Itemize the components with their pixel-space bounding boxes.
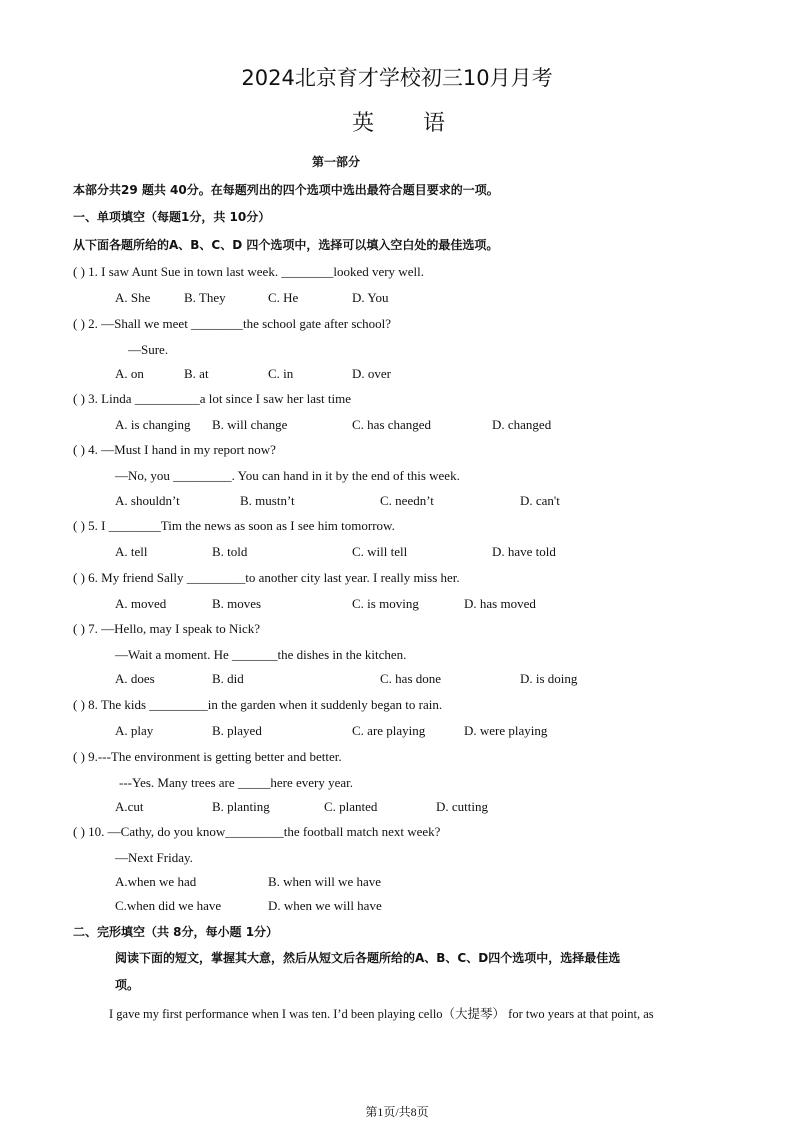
question-8: ( ) 8. The kids _________in the garden when it suddenly began to rain. (73, 697, 443, 712)
q10-option-a: A.when we had (115, 874, 197, 889)
question-9-reply: ---Yes. Many trees are _____here every year. (119, 775, 354, 790)
question-4-reply: —No, you _________. You can hand in it by the end of this week. (115, 468, 460, 483)
question-10-reply: —Next Friday. (115, 850, 193, 865)
q5-option-b: B. told (212, 544, 248, 559)
q7-option-b: B. did (212, 671, 244, 686)
section2-instruction-line1: 阅读下面的短文，掌握其大意，然后从短文后各题所给的A、B、C、D四个选项中，选择最佳选 (115, 951, 621, 965)
q3-option-d: D. changed (492, 417, 552, 432)
section1-heading: 一、单项填空（每题1分，共 10分） (73, 210, 271, 224)
q3-option-a: A. is changing (115, 417, 191, 432)
question-2-reply: —Sure. (128, 342, 169, 357)
section2-instruction-line2: 项。 (115, 978, 140, 992)
part-label: 第一部分 (312, 155, 361, 169)
q4-option-d: D. can't (520, 493, 560, 508)
passage-line-1: I gave my first performance when I was ten. I’d been playing cello（大提琴） for two years at that point, as (109, 1007, 654, 1021)
q4-option-b: B. mustn’t (240, 493, 295, 508)
q1-option-a: A. She (115, 290, 151, 305)
q8-option-d: D. were playing (464, 723, 548, 738)
page-number: 第1页/共8页 (365, 1105, 429, 1119)
q6-option-d: D. has moved (464, 596, 536, 611)
q1-option-d: D. You (352, 290, 389, 305)
q3-option-b: B. will change (212, 417, 288, 432)
section2-heading: 二、完形填空（共 8分，每小题 1分） (73, 925, 279, 939)
q8-option-c: C. are playing (352, 723, 426, 738)
question-2: ( ) 2. —Shall we meet ________the school gate after school? (73, 316, 392, 331)
question-10: ( ) 10. —Cathy, do you know_________the football match next week? (73, 824, 441, 839)
question-9: ( ) 9.---The environment is getting better and better. (73, 749, 342, 764)
q2-option-b: B. at (184, 366, 209, 381)
question-4: ( ) 4. —Must I hand in my report now? (73, 442, 276, 457)
page-title: 2024北京育才学校初三10月月考 (241, 66, 553, 90)
section1-instruction: 从下面各题所给的A、B、C、D 四个选项中，选择可以填入空白处的最佳选项。 (73, 238, 499, 252)
q6-option-a: A. moved (115, 596, 167, 611)
q4-option-a: A. shouldn’t (115, 493, 180, 508)
q2-option-a: A. on (115, 366, 144, 381)
question-7-reply: —Wait a moment. He _______the dishes in the kitchen. (115, 647, 407, 662)
q6-option-b: B. moves (212, 596, 262, 611)
q2-option-c: C. in (268, 366, 294, 381)
subject-char-1: 英 (352, 111, 377, 136)
q3-option-c: C. has changed (352, 417, 432, 432)
q1-option-c: C. He (268, 290, 299, 305)
part-intro: 本部分共29 题共 40分。在每题列出的四个选项中选出最符合题目要求的一项。 (73, 183, 499, 197)
q1-option-b: B. They (184, 290, 226, 305)
question-5: ( ) 5. I ________Tim the news as soon as I see him tomorrow. (73, 518, 395, 533)
q9-option-b: B. planting (212, 799, 270, 814)
q2-option-d: D. over (352, 366, 391, 381)
q10-option-b: B. when will we have (268, 874, 382, 889)
subject-char-2: 语 (423, 111, 448, 136)
question-1: ( ) 1. I saw Aunt Sue in town last week. ________looked very well. (73, 264, 424, 279)
q9-option-a: A.cut (115, 799, 144, 814)
q10-option-c: C.when did we have (115, 898, 222, 913)
q5-option-a: A. tell (115, 544, 148, 559)
question-7: ( ) 7. —Hello, may I speak to Nick? (73, 621, 261, 636)
q8-option-a: A. play (115, 723, 154, 738)
q9-option-c: C. planted (324, 799, 378, 814)
q7-option-a: A. does (115, 671, 155, 686)
q5-option-d: D. have told (492, 544, 556, 559)
q9-option-d: D. cutting (436, 799, 488, 814)
q8-option-b: B. played (212, 723, 262, 738)
question-6: ( ) 6. My friend Sally _________to another city last year. I really miss her. (73, 570, 460, 585)
q7-option-c: C. has done (380, 671, 442, 686)
q10-option-d: D. when we will have (268, 898, 382, 913)
q6-option-c: C. is moving (352, 596, 419, 611)
q7-option-d: D. is doing (520, 671, 578, 686)
q5-option-c: C. will tell (352, 544, 408, 559)
question-3: ( ) 3. Linda __________a lot since I saw her last time (73, 391, 351, 406)
q4-option-c: C. needn’t (380, 493, 434, 508)
